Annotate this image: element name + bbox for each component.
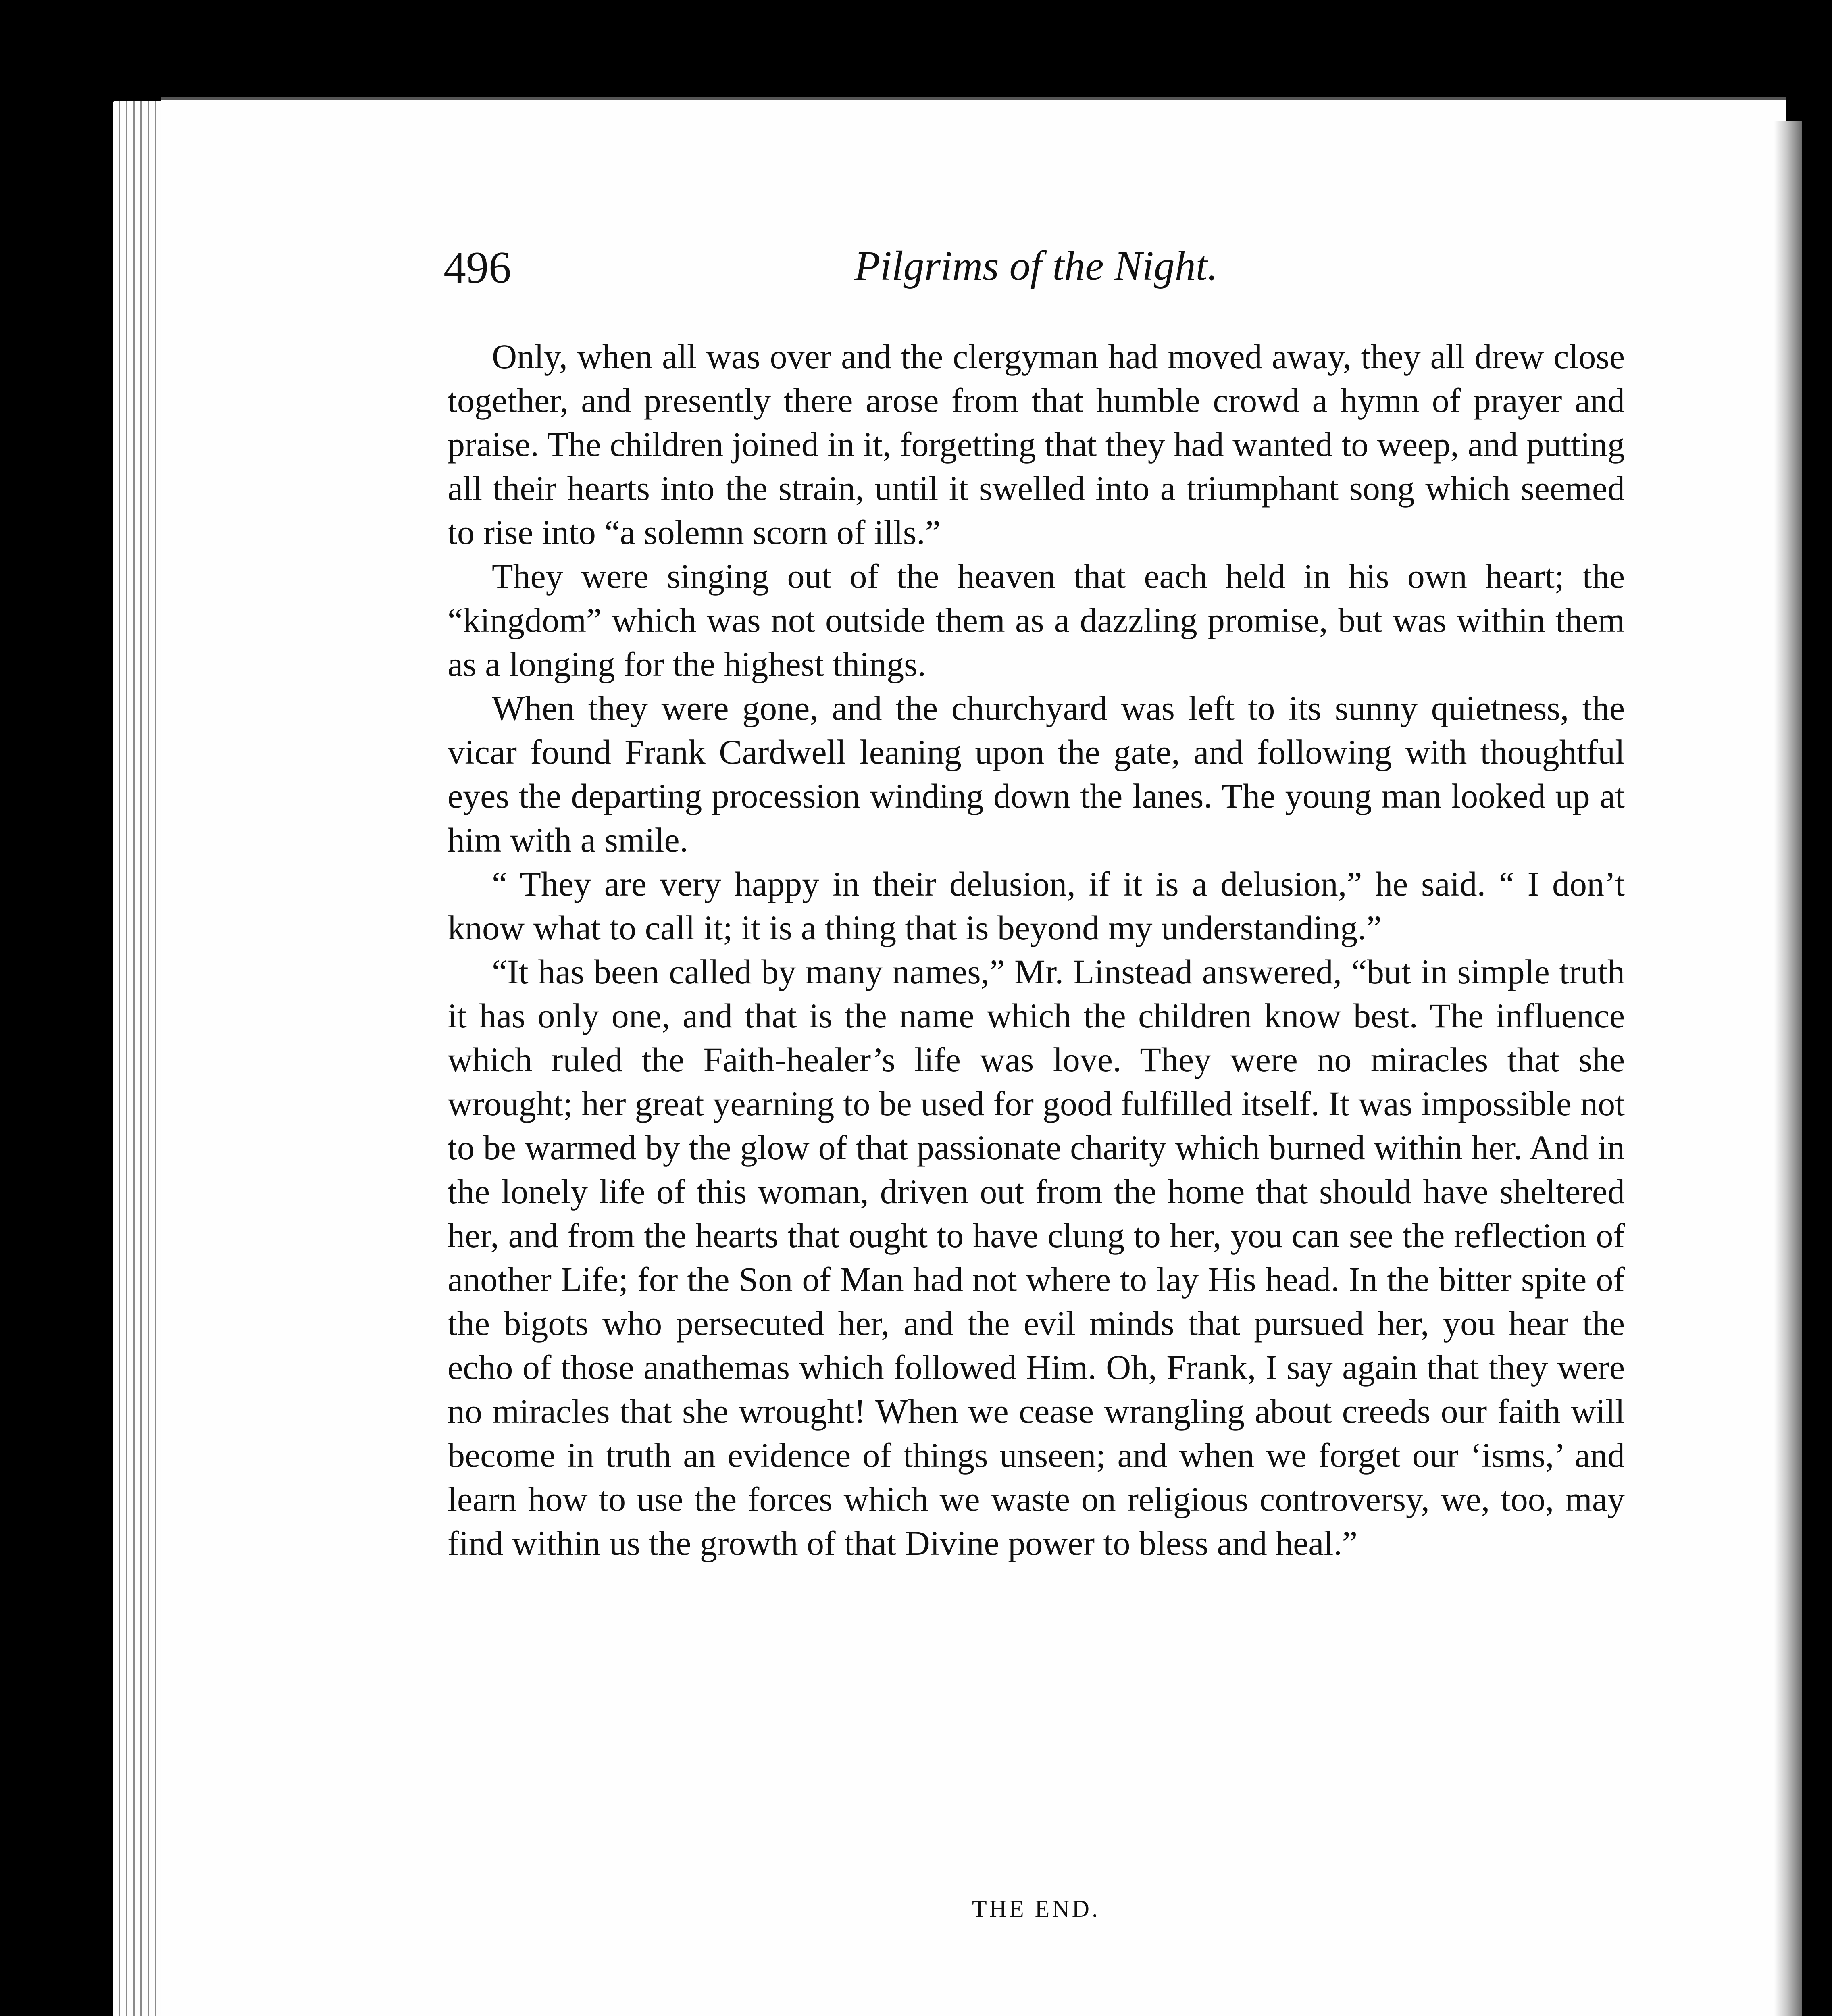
the-end-label: THE END.: [972, 1895, 1100, 1922]
paragraph: Only, when all was over and the clergyman had moved away, they all drew close together, and presently there arose from that humble crowd a hymn of prayer and praise. The children joined in it, forgetting that they had wanted to weep, and putting all their hearts into the strain, until it swelled into a triumphant song which seemed to rise into “a solemn scorn of ills.”: [448, 337, 1625, 552]
paragraph: They were singing out of the heaven that each held in his own heart; the “kingdom” which was not outside them as a dazzling promise, but was within them as a longing for the highest things.: [448, 557, 1625, 683]
body-text: [448, 335, 1625, 1565]
page-gutter-shadow: [1774, 121, 1802, 2016]
paragraph: When they were gone, and the churchyard was left to its sunny quietness, the vicar found Frank Cardwell leaning upon the gate, and following with thoughtful eyes the departing procession winding down the lanes. The young man looked up at him with a smile.: [448, 689, 1625, 859]
page-number: 496: [443, 243, 511, 293]
running-head: [443, 242, 1629, 306]
running-title: Pilgrims of the Night.: [854, 243, 1218, 289]
paragraph: “It has been called by many names,” Mr. Linstead answered, “but in simple truth it has only one, and that is the name which the children know best. The influence which ruled the Faith-healer’s life was love. They were no miracles that she wrought; her great yearning to be used for good fulfilled itself. It was impossible not to be warmed by the glow of that passionate charity which burned within her. And in the lonely life of this woman, driven out from the home that should have sheltered her, and from the hearts that ought to have clung to her, you can see the reflection of another Life; for the Son of Man had not where to lay His head. In the bitter spite of the bigots who persecuted her, and the evil minds that pursued her, you hear the echo of those anathemas which followed Him. Oh, Frank, I say again that they were no miracles that she wrought! When we cease wrangling about creeds our faith will become in truth an evidence of things unseen; and when we forget our ‘isms,’ and learn how to use the forces which we waste on religious controversy, we, too, may find within us the growth of that Divine power to bless and heal.”: [448, 952, 1625, 1562]
paragraph: “ They are very happy in their delusion, if it is a delusion,” he said. “ I don’t know what to call it; it is a thing that is beyond my understanding.”: [448, 864, 1625, 947]
